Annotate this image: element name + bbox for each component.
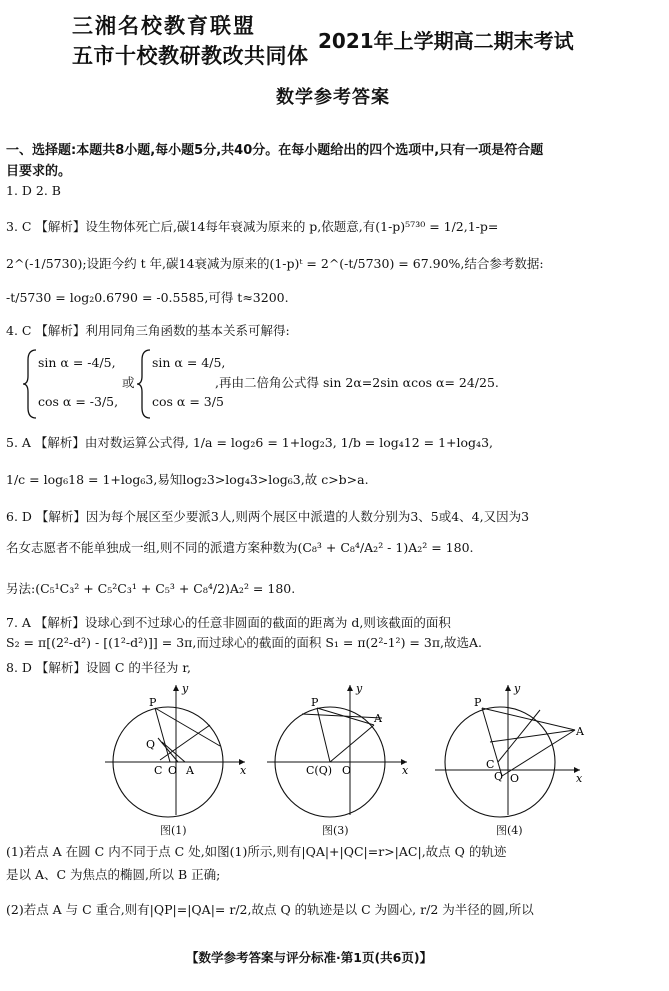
answer-6-line1: 6. D 【解析】因为每个展区至少要派3人,则两个展区中派遣的人数分别为3、5或4、4,又因为3 <box>6 509 530 524</box>
answer-4-sys2b: cos α = 3/5 <box>152 394 224 409</box>
figure-4 <box>430 680 590 820</box>
doc-title: 数学参考答案 <box>276 87 390 108</box>
fig4-label-c: C <box>486 758 495 771</box>
fig4-label-y: y <box>514 682 521 695</box>
figure-3 <box>262 680 412 820</box>
fig3-label-a: A <box>374 712 382 725</box>
figure-3-caption: 图(3) <box>322 824 349 837</box>
fig1-label-o: O <box>168 764 178 777</box>
answer-8-line1: 8. D 【解析】设圆 C 的半径为 r, <box>6 660 191 675</box>
fig1-label-y: y <box>182 682 189 695</box>
answer-5-line2: 1/c = log₆18 = 1+log₆3,易知log₂3>log₄3>log₆3,故 c>b>a. <box>6 472 369 487</box>
fig3-label-o: O <box>342 764 352 777</box>
org-line-2: 五市十校教研教改共同体 <box>72 44 309 68</box>
answer-4-line1: 4. C 【解析】利用同角三角函数的基本关系可解得: <box>6 323 290 338</box>
fig3-label-cq: C(Q) <box>306 764 333 777</box>
exam-title: 2021年上学期高二期末考试 <box>318 29 574 53</box>
org-line-1: 三湘名校教育联盟 <box>72 14 256 38</box>
answer-3-line1: 3. C 【解析】设生物体死亡后,碳14每年衰减为原来的 p,依题意,有(1-p)⁵⁷³⁰ = 1/2,1-p= <box>6 219 499 234</box>
answer-1-2: 1. D 2. B <box>6 183 61 198</box>
answer-7-line1: 7. A 【解析】设球心到不过球心的任意非圆面的截面的距离为 d,则该截面的面积 <box>6 615 451 630</box>
tail-p2-line1: (2)若点 A 与 C 重合,则有|QP|=|QA|= r/2,故点 Q 的轨迹是以 C 为圆心, r/2 为半径的圆,所以 <box>6 902 534 917</box>
answer-4-tail: ,再由二倍角公式得 sin 2α=2sin αcos α= 24/25. <box>215 375 499 390</box>
fig1-label-q: Q <box>146 738 156 751</box>
fig4-label-a: A <box>576 725 584 738</box>
answer-6-line3: 另法:(C₅¹C₃² + C₅²C₃¹ + C₅³ + C₈⁴/2)A₂² = 180. <box>6 581 296 596</box>
fig4-label-q: Q <box>494 770 504 783</box>
answer-7-line2: S₂ = π[(2²-d²) - [(1²-d²)]] = 3π,而过球心的截面的面积 S₁ = π(2²-1²) = 3π,故选A. <box>6 635 483 650</box>
section-heading-cont: 目要求的。 <box>6 164 72 179</box>
answer-4-sys2a: sin α = 4/5, <box>152 355 226 370</box>
fig1-label-a: A <box>186 764 194 777</box>
answer-4-sys1b: cos α = -3/5, <box>38 394 119 409</box>
figure-1 <box>100 680 250 820</box>
answer-4-or: 或 <box>122 375 135 390</box>
answer-6-line2: 名女志愿者不能单独成一组,则不同的派遣方案种数为(C₈³ + C₈⁴/A₂² - 1)A₂² = 180. <box>6 540 474 555</box>
section-heading: 一、选择题:本题共8小题,每小题5分,共40分。在每小题给出的四个选项中,只有一项是符合题 <box>6 143 544 158</box>
fig3-label-y: y <box>356 682 363 695</box>
fig1-label-c: C <box>154 764 163 777</box>
answer-5-line1: 5. A 【解析】由对数运算公式得, 1/a = log₂6 = 1+log₂3, 1/b = log₄12 = 1+log₄3, <box>6 435 493 450</box>
fig3-label-p: P <box>311 696 319 709</box>
fig3-label-x: x <box>402 764 409 777</box>
answer-3-line2: 2^(-1/5730);设距今约 t 年,碳14衰减为原来的(1-p)ᵗ = 2^(-t/5730) = 67.90%,结合参考数据: <box>6 256 544 271</box>
fig4-label-p: P <box>474 696 482 709</box>
figure-1-caption: 图(1) <box>160 824 187 837</box>
fig1-label-p: P <box>149 696 157 709</box>
answer-3-line3: -t/5730 = log₂0.6790 = -0.5585,可得 t≈3200. <box>6 290 289 305</box>
answer-4-sys1a: sin α = -4/5, <box>38 355 116 370</box>
fig1-label-x: x <box>240 764 247 777</box>
page-footer: 【数学参考答案与评分标准·第1页(共6页)】 <box>186 950 433 965</box>
tail-p1-line1: (1)若点 A 在圆 C 内不同于点 C 处,如图(1)所示,则有|QA|+|QC|=r>|AC|,故点 Q 的轨迹 <box>6 844 507 859</box>
tail-p1-line2: 是以 A、C 为焦点的椭圆,所以 B 正确; <box>6 867 221 882</box>
fig4-label-x: x <box>576 772 583 785</box>
fig4-label-o: O <box>510 772 520 785</box>
figure-4-caption: 图(4) <box>496 824 523 837</box>
